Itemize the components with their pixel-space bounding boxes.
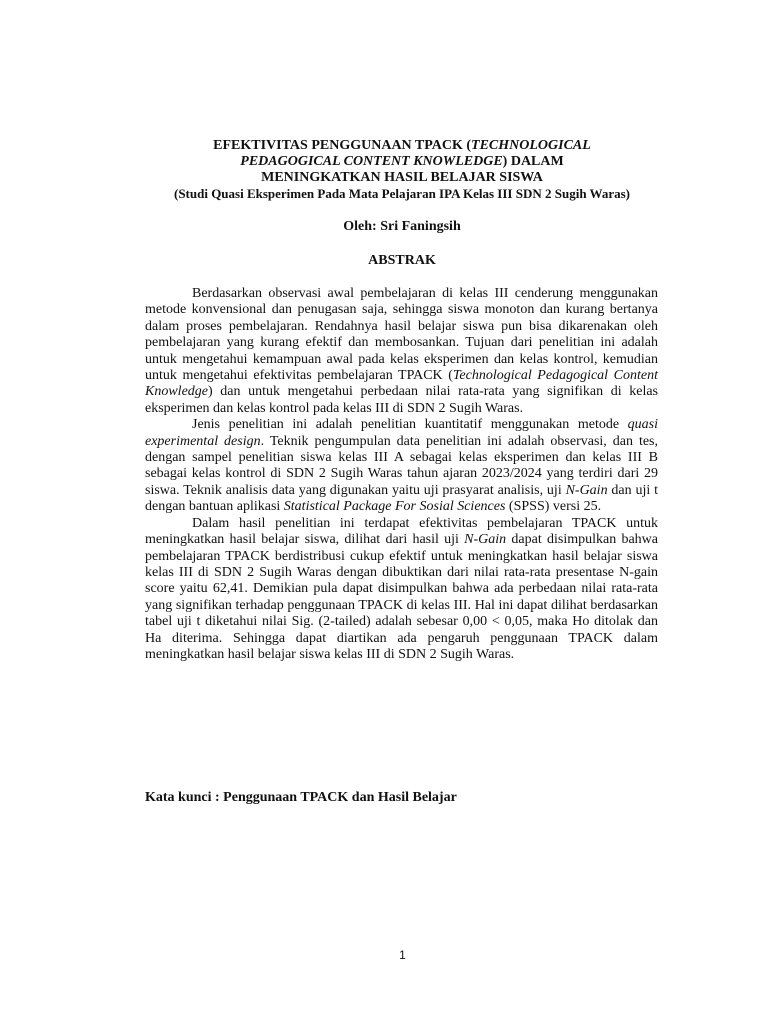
- title-line-3: MENINGKATKAN HASIL BELAJAR SISWA: [261, 170, 543, 185]
- title-line-1: EFEKTIVITAS PENGGUNAAN TPACK (TECHNOLOGICAL: [213, 138, 591, 153]
- page-number: 1: [399, 948, 406, 962]
- document-title: [100, 138, 704, 202]
- abstract-heading: ABSTRAK: [368, 253, 436, 268]
- abstract-paragraph-1: Berdasarkan observasi awal pembelajaran di kelas III cenderung menggunakan metode konvensional dan penugasan saja, sehingga siswa monoton dan kurang bertanya dalam proses pembelajaran. Rendahnya hasil belajar siswa pun bisa dikarenakan oleh pembelajaran yang kurang efektif dan membosankan. Tujuan dari penelitian ini adalah untuk mengetahui kemampuan awal pada kelas eksperimen dan kelas kontrol, kemudian untuk mengetahui efektivitas pembelajaran TPACK (Technological Pedagogical Content Knowledge) dan untuk mengetahui perbedaan nilai rata-rata yang signifikan di kelas eksperimen dan kelas kontrol pada kelas III di SDN 2 Sugih Waras.: [145, 286, 658, 416]
- document-subtitle: (Studi Quasi Eksperimen Pada Mata Pelajaran IPA Kelas III SDN 2 Sugih Waras): [173, 186, 630, 201]
- author-line: Oleh: Sri Faningsih: [343, 219, 461, 234]
- title-line-2: PEDAGOGICAL CONTENT KNOWLEDGE) DALAM: [240, 154, 564, 169]
- abstract-paragraph-2: Jenis penelitian ini adalah penelitian kuantitatif menggunakan metode quasi experimental design. Teknik pengumpulan data penelitian ini adalah observasi, dan tes, dengan sampel penelitian siswa kelas III A sebagai kelas eksperimen dan kelas III B sebagai kelas kontrol di SDN 2 Sugih Waras tahun ajaran 2023/2024 yang terdiri dari 29 siswa. Teknik analisis data yang digunakan yaitu uji prasyarat analisis, uji N-Gain dan uji t dengan bantuan aplikasi Statistical Package For Sosial Sciences (SPSS) versi 25.: [145, 417, 659, 515]
- abstract-body: [145, 286, 658, 663]
- abstract-paragraph-3: Dalam hasil penelitian ini terdapat efektivitas pembelajaran TPACK untuk meningkatkan hasil belajar siswa, dilihat dari hasil uji N-Gain dapat disimpulkan bahwa pembelajaran TPACK berdistribusi cukup efektif untuk meningkatkan hasil belajar siswa kelas III di SDN 2 Sugih Waras dengan dibuktikan dari nilai rata-rata presentase N-gain score yaitu 62,41. Demikian pula dapat disimpulkan bahwa ada perbedaan nilai rata-rata yang signifikan terhadap penggunaan TPACK di kelas III. Hal ini dapat dilihat berdasarkan tabel uji t diketahui nilai Sig. (2-tailed) adalah sebesar 0,00 < 0,05, maka Ho ditolak dan Ha diterima. Sehingga dapat diartikan ada pengaruh penggunaan TPACK dalam meningkatkan hasil belajar siswa kelas III di SDN 2 Sugih Waras.: [145, 515, 658, 662]
- keywords-line: Kata kunci : Penggunaan TPACK dan Hasil Belajar: [145, 790, 457, 805]
